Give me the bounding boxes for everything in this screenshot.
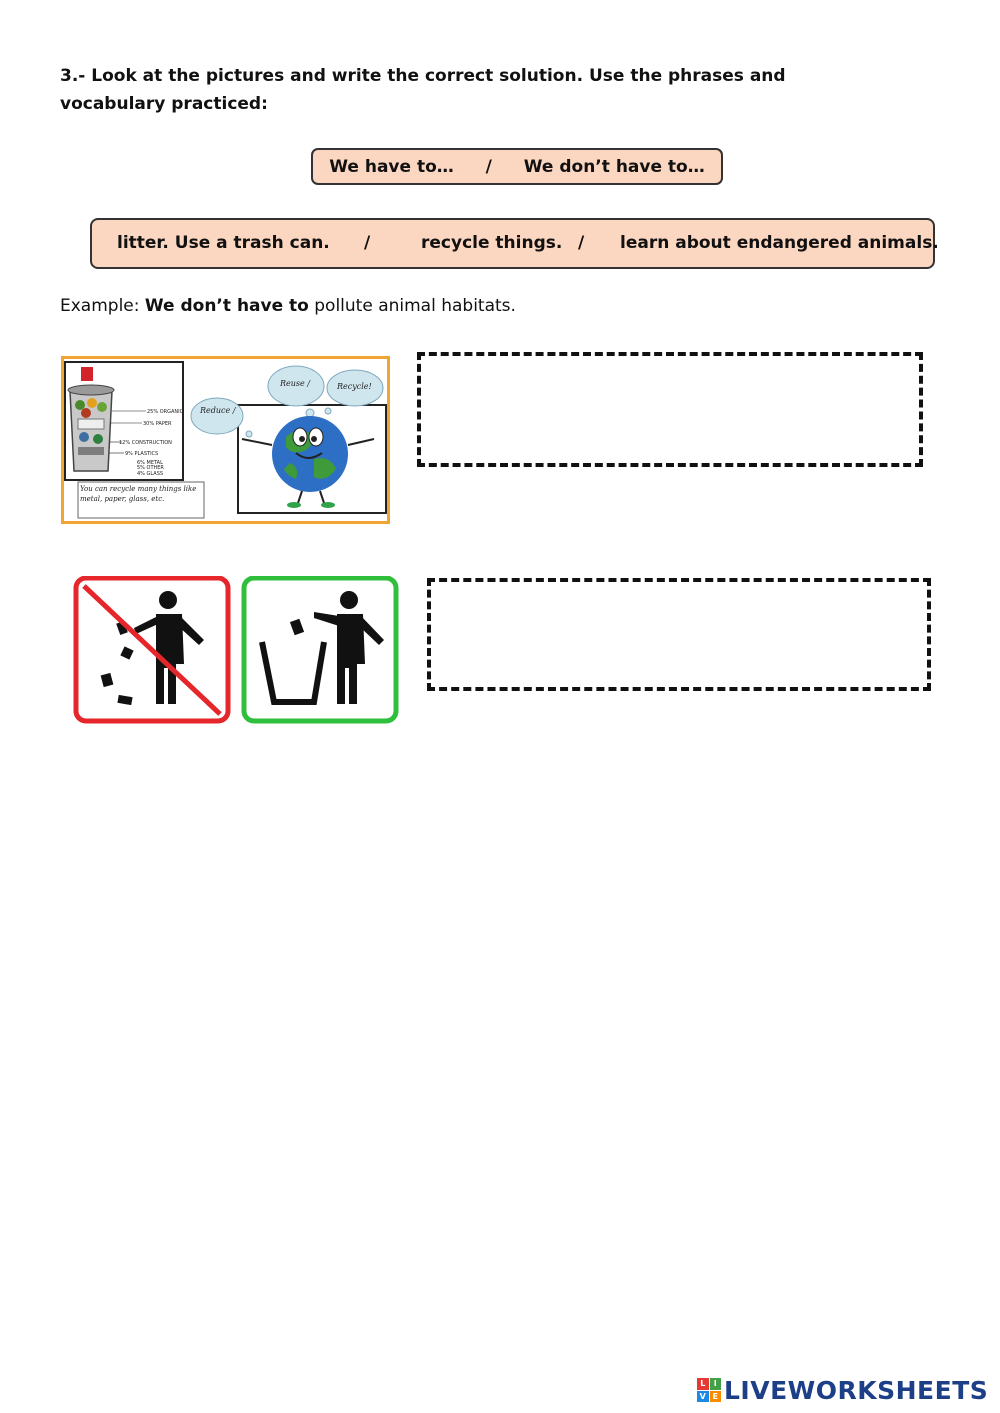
bin-label: 9% PLASTICS: [125, 451, 159, 457]
recycle-caption: You can recycle many things like metal, paper, glass, etc.: [80, 485, 197, 503]
phrase-dont-have-to: We don’t have to…: [523, 156, 705, 177]
vocabulary-box: [90, 218, 939, 269]
vocab-item-litter: litter. Use a trash can.: [117, 233, 330, 253]
liveworksheets-logo[interactable]: [697, 1374, 988, 1406]
vocab-separator: /: [578, 233, 585, 253]
live-logo-icon: L I V E: [697, 1378, 721, 1402]
bubble-recycle: Recycle!: [337, 382, 372, 391]
example-prefix: Example:: [60, 296, 145, 316]
bin-label: 4% GLASS: [137, 471, 164, 477]
phrase-box: [311, 148, 723, 185]
litter-signs: [72, 576, 402, 724]
example-suffix: pollute animal habitats.: [308, 296, 516, 316]
brand-name: LIVEWORKSHEETS: [724, 1375, 989, 1405]
phrase-have-to: We have to…: [329, 156, 454, 177]
vocab-item-recycle: recycle things.: [421, 233, 563, 253]
bubble-reuse: Reuse /: [280, 379, 310, 388]
answer-box-2[interactable]: [427, 578, 931, 691]
phrase-separator: /: [485, 156, 492, 177]
answer-box-1[interactable]: [417, 352, 923, 467]
bin-label: 25% ORGANIC: [147, 409, 184, 415]
vocab-item-endangered: learn about endangered animals.: [620, 233, 939, 253]
instruction-text: 3.- Look at the pictures and write the correct solution. Use the phrases and vocabulary practiced:: [60, 66, 786, 114]
litter-signs-illustration: [72, 576, 402, 724]
recycling-picture: [61, 356, 390, 524]
bin-label: 12% CONSTRUCTION: [119, 440, 172, 446]
recycling-illustration: [64, 359, 387, 521]
example-bold: We don’t have to: [144, 296, 309, 316]
vocab-separator: /: [364, 233, 371, 253]
example-sentence: [60, 296, 516, 316]
bubble-reduce: Reduce /: [200, 406, 236, 415]
bin-label: 6% METAL: [137, 460, 163, 466]
bin-label: 30% PAPER: [143, 421, 172, 427]
bin-label: 5% OTHER: [137, 465, 164, 471]
